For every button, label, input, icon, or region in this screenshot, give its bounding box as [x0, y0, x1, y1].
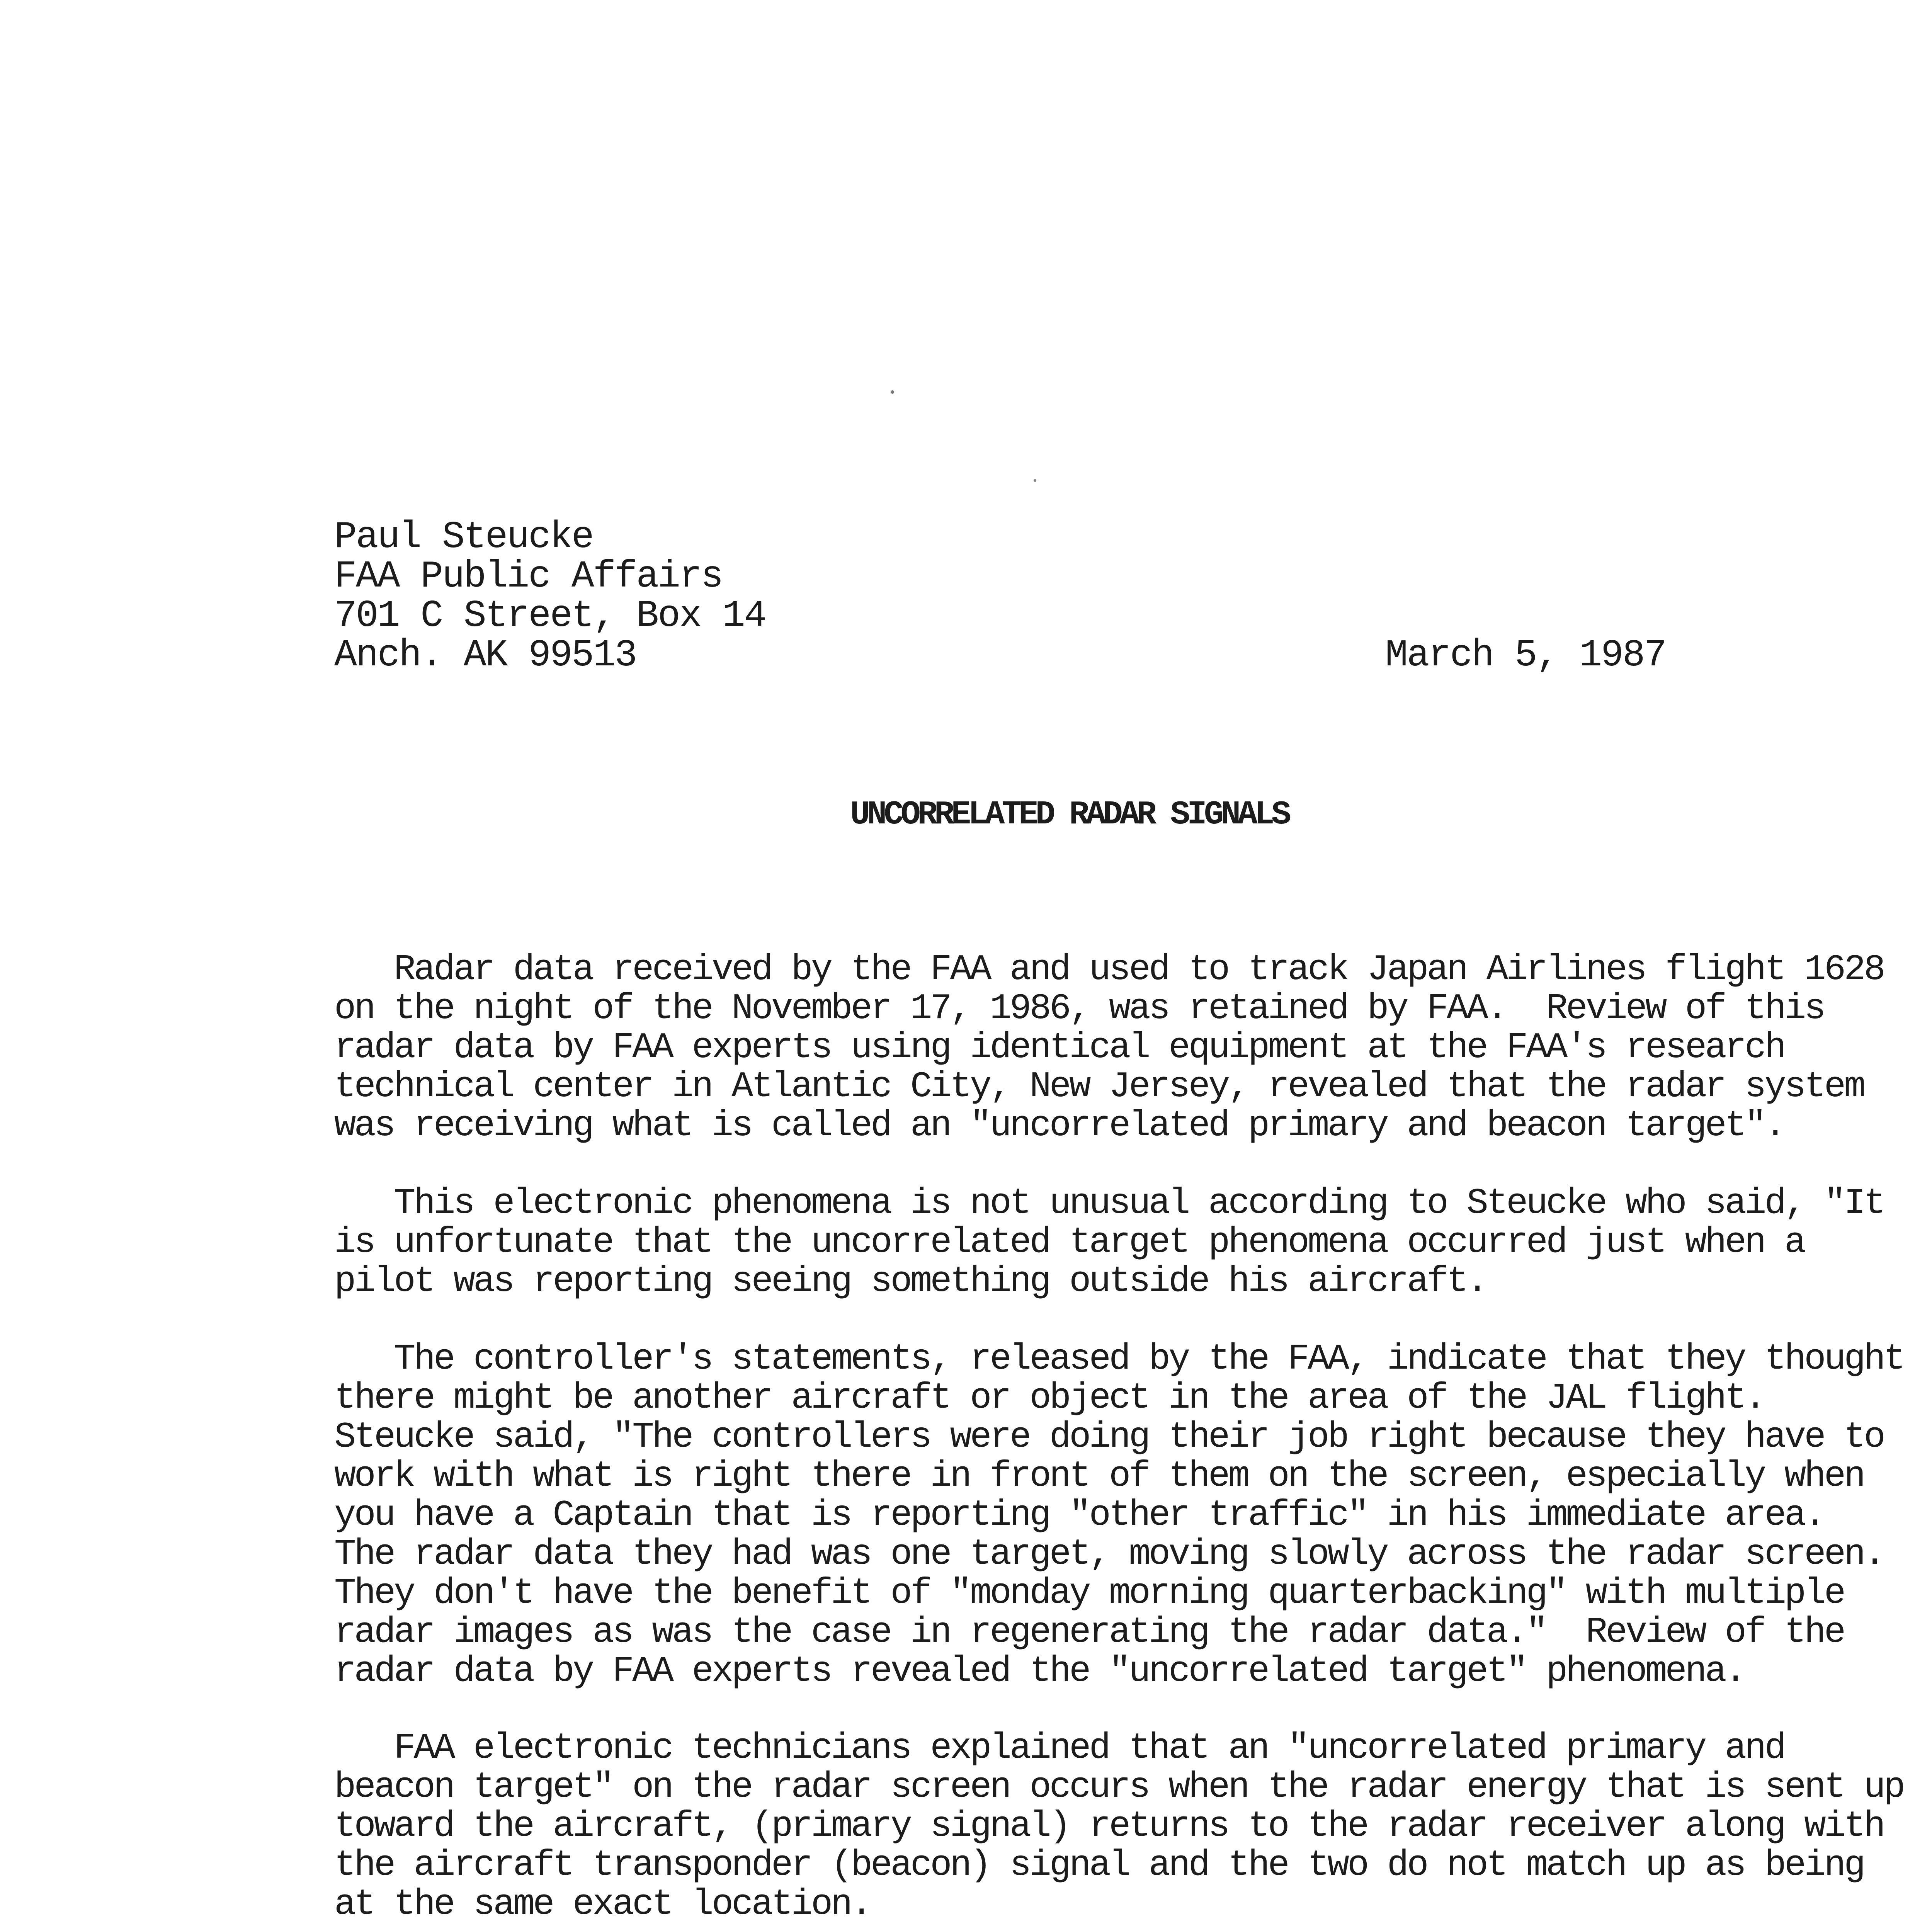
paragraph-line: They don't have the benefit of "monday morning quarterbacking" with multiple	[334, 1573, 1844, 1614]
paragraph-line: The controller's statements, released by the FAA, indicate that they thought	[334, 1339, 1904, 1380]
paragraph-line: This electronic phenomena is not unusual according to Steucke who said, "It	[334, 1183, 1884, 1224]
scan-speck	[1034, 479, 1036, 482]
document-title: UNCORRELATED RADAR SIGNALS	[850, 796, 1288, 833]
paragraph-line: beacon target" on the radar screen occurs when the radar energy that is sent up	[334, 1767, 1904, 1808]
paragraph-2	[334, 1184, 1884, 1301]
paragraph-line: there might be another aircraft or object in the area of the JAL flight.	[334, 1378, 1765, 1419]
sender-address-block	[334, 518, 765, 675]
document-date: March 5, 1987	[1385, 634, 1666, 677]
paragraph-line: toward the aircraft, (primary signal) returns to the radar receiver along with	[334, 1806, 1884, 1847]
sender-name: Paul Steucke	[334, 516, 593, 559]
paragraph-line: Radar data received by the FAA and used to track Japan Airlines flight 1628	[334, 949, 1884, 990]
paragraph-line: radar images as was the case in regenerating the radar data." Review of the	[334, 1612, 1844, 1653]
paragraph-line: FAA electronic technicians explained that an "uncorrelated primary and	[334, 1728, 1784, 1769]
scan-speck	[891, 390, 894, 394]
paragraph-line: radar data by FAA experts revealed the "uncorrelated target" phenomena.	[334, 1651, 1745, 1692]
paragraph-line: work with what is right there in front of them on the screen, especially when	[334, 1456, 1864, 1497]
paragraph-4	[334, 1729, 1903, 1924]
paragraph-line: The radar data they had was one target, moving slowly across the radar screen.	[334, 1534, 1884, 1575]
paragraph-line: the aircraft transponder (beacon) signal and the two do not match up as being	[334, 1845, 1864, 1886]
paragraph-line: technical center in Atlantic City, New Jersey, revealed that the radar system	[334, 1066, 1864, 1107]
paragraph-line: at the same exact location.	[334, 1884, 871, 1925]
paragraph-line: pilot was reporting seeing something outside his aircraft.	[334, 1261, 1486, 1302]
paragraph-line: is unfortunate that the uncorrelated target phenomena occurred just when a	[334, 1222, 1804, 1263]
sender-organization: FAA Public Affairs	[334, 555, 723, 598]
paragraph-line: you have a Captain that is reporting "other traffic" in his immediate area.	[334, 1495, 1824, 1536]
sender-street: 701 C Street, Box 14	[334, 595, 766, 638]
paragraph-line: on the night of the November 17, 1986, was retained by FAA. Review of this	[334, 988, 1824, 1029]
paragraph-line: Steucke said, "The controllers were doing their job right because they have to	[334, 1417, 1884, 1458]
paragraph-3	[334, 1340, 1903, 1691]
paragraph-1	[334, 951, 1884, 1146]
paragraph-line: was receiving what is called an "uncorrelated primary and beacon target".	[334, 1105, 1784, 1146]
paragraph-line: radar data by FAA experts using identical equipment at the FAA's research	[334, 1027, 1784, 1068]
sender-city: Anch. AK 99513	[334, 634, 636, 677]
